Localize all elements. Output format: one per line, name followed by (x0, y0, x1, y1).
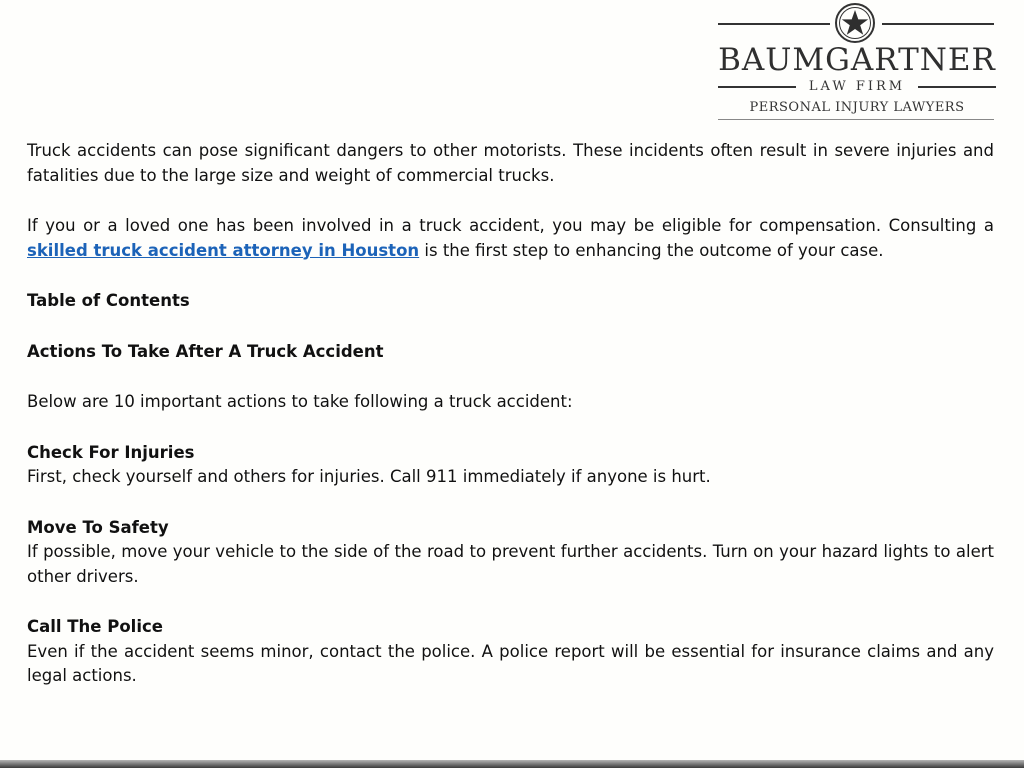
actions-intro: Below are 10 important actions to take following a truck accident: (27, 392, 573, 411)
compensation-text-after: is the first step to enhancing the outcome of your case. (419, 240, 884, 260)
section-body: First, check yourself and others for injuries. Call 911 immediately if anyone is hurt. (27, 467, 711, 486)
section-title: Call The Police (27, 617, 163, 636)
section-title: Move To Safety (27, 517, 169, 537)
logo-line-left (718, 23, 830, 25)
section-call-police (27, 615, 994, 689)
section-body: If possible, move your vehicle to the side of the road to prevent further accidents. Turn on your hazard lights to alert other drivers. (27, 542, 994, 586)
actions-heading: Actions To Take After A Truck Accident (27, 341, 384, 361)
compensation-paragraph (27, 214, 994, 263)
logo-sub-line-right (918, 86, 996, 88)
article-content (27, 139, 994, 689)
bottom-bar (0, 760, 1024, 768)
compensation-text-before: If you or a loved one has been involved in a truck accident, you may be eligible for compensation. Consulting a (27, 216, 994, 235)
logo-tagline: PERSONAL INJURY LAWYERS (749, 100, 965, 115)
table-of-contents-heading[interactable]: Table of Contents (27, 291, 190, 310)
section-check-injuries (27, 441, 994, 490)
section-title: Check For Injuries (27, 442, 195, 462)
logo-subtitle: LAW FIRM (808, 79, 906, 94)
law-firm-logo (712, 2, 1002, 120)
logo-sub-row (712, 78, 1002, 96)
logo-rule (718, 119, 994, 120)
logo-line-right (882, 23, 994, 25)
star-seal-icon (834, 2, 876, 44)
intro-paragraph: Truck accidents can pose significant dangers to other motorists. These incidents often result in severe injuries and fatalities due to the large size and weight of commercial trucks. (27, 141, 994, 185)
logo-brand-name: BAUMGARTNER (718, 42, 996, 78)
section-body: Even if the accident seems minor, contact the police. A police report will be essential for insurance claims and any legal actions. (27, 641, 994, 685)
section-move-to-safety (27, 516, 994, 590)
attorney-link[interactable]: skilled truck accident attorney in Houston (27, 240, 420, 260)
